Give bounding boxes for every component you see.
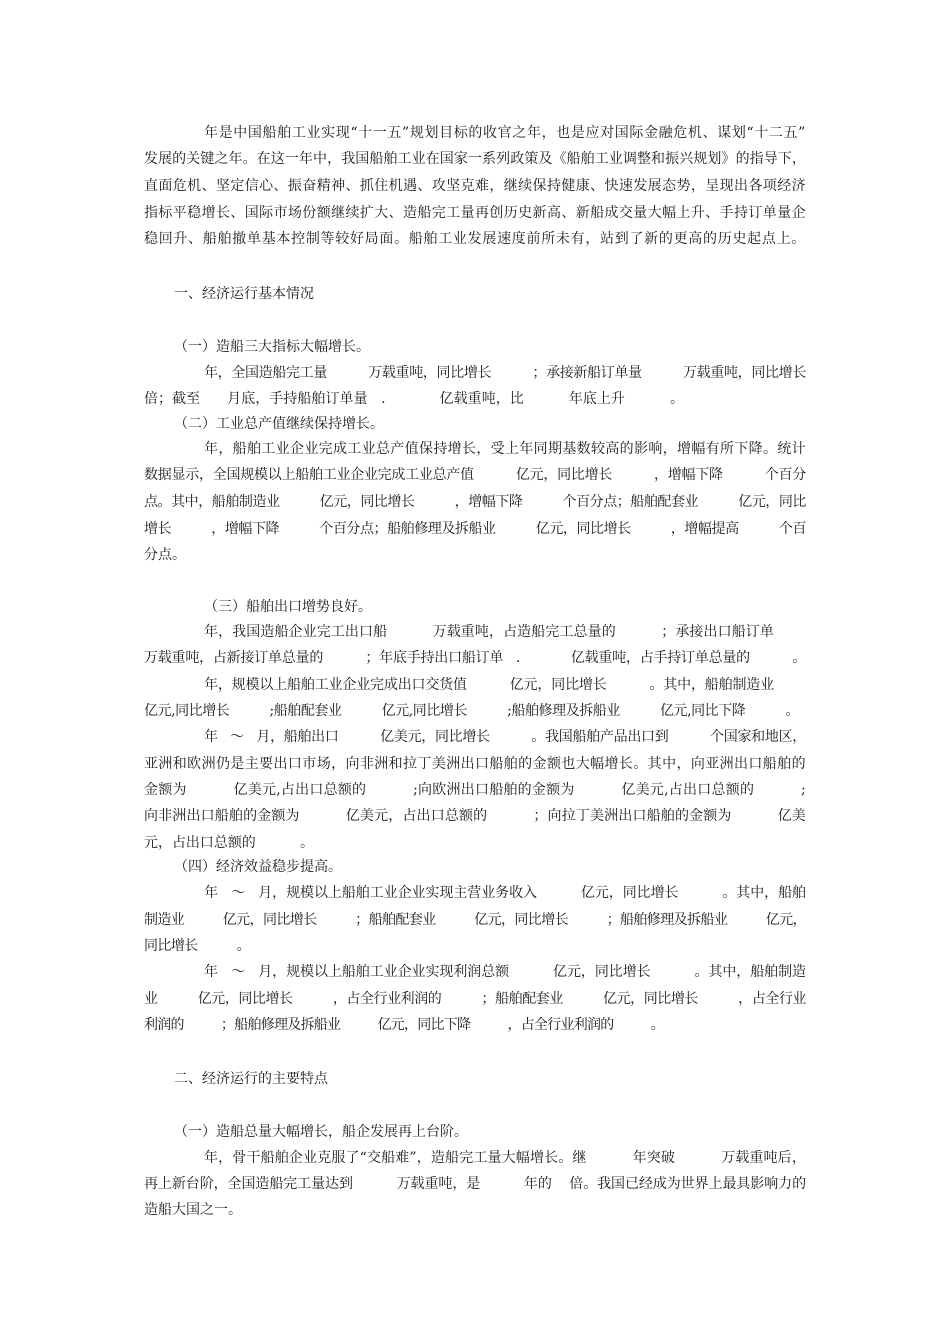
body-line: 倍；截至 月底，手持船舶订单量 . 亿载重吨，比 年底上升 。 [144,391,684,407]
body-line: 再上新台阶，全国造船完工量达到 万载重吨，是 年的 倍。我国已经成为世界上最具影响力的 [144,1176,807,1192]
body-line: 造船大国之一。 [144,1202,242,1218]
body-line: 年 ～ 月，规模以上船舶工业企业实现利润总额 亿元，同比增长 。其中，船舶制造 [204,964,806,980]
body-line: 年，规模以上船舶工业企业完成出口交货值 亿元，同比增长 。其中，船舶制造业 [204,677,774,693]
body-line: 业 亿元，同比增长 ，占全行业利润的 ；船舶配套业 亿元，同比增长 ，占全行业 [144,991,806,1007]
section-heading: 二、经济运行的主要特点 [174,1071,328,1087]
body-line: 年 ～ 月，船舶出口 亿美元，同比增长 。我国船舶产品出口到 个国家和地区， [204,729,806,745]
subsection-title: （二）工业总产值继续保持增长。 [174,416,384,432]
body-line: 金额为 亿美元,占出口总额的 ;向欧洲出口船舶的金额为 亿美元,占出口总额的 ; [144,782,806,798]
intro-line: 指标平稳增长、国际市场份额继续扩大、造船完工量再创历史新高、新船成交量大幅上升、手持订单量企 [144,205,806,221]
intro-line: 发展的关键之年。在这一年中，我国船舶工业在国家一系列政策及《船舶工业调整和振兴规划》的指导下， [144,151,806,167]
body-line: 点。其中，船舶制造业 亿元，同比增长 ，增幅下降 个百分点；船舶配套业 亿元，同比 [144,494,806,510]
subsection-title: （三）船舶出口增势良好。 [204,599,372,615]
body-line: 制造业 亿元，同比增长 ；船舶配套业 亿元，同比增长 ；船舶修理及拆船业 亿元， [144,912,807,928]
subsection-title: （一）造船三大指标大幅增长。 [174,339,370,355]
body-line: 同比增长 。 [144,938,250,954]
body-line: 亚洲和欧洲仍是主要出口市场，向非洲和拉丁美洲出口船舶的金额也大幅增长。其中，向亚洲出口船舶的 [144,756,806,772]
intro-line: 直面危机、坚定信心、振奋精神、抓住机遇、攻坚克难，继续保持健康、快速发展态势，呈现出各项经济 [144,178,806,194]
body-line: 分点。 [144,547,186,563]
body-line: 年 ～ 月，规模以上船舶工业企业实现主营业务收入 亿元，同比增长 。其中，船舶 [204,885,806,901]
body-line: 数据显示，全国规模以上船舶工业企业完成工业总产值 亿元，同比增长 ，增幅下降 个百分 [144,467,806,483]
body-line: 年，我国造船企业完工出口船 万载重吨，占造船完工总量的 ；承接出口船订单 [204,624,774,640]
body-line: 元，占出口总额的 。 [144,835,314,851]
body-line: 万载重吨，占新接订单总量的 ；年底手持出口船订单 . 亿载重吨，占手持订单总量的 。 [144,650,806,666]
body-line: 年，船舶工业企业完成工业总产值保持增长，受上年同期基数较高的影响，增幅有所下降。统计 [204,441,806,457]
subsection-title: （四）经济效益稳步提高。 [174,859,342,875]
intro-line: 稳回升、船舶撤单基本控制等较好局面。船舶工业发展速度前所未有，站到了新的更高的历史起点上。 [144,231,806,247]
body-line: 年，全国造船完工量 万载重吨，同比增长 ；承接新船订单量 万载重吨，同比增长 [204,365,806,381]
subsection-title: （一）造船总量大幅增长，船企发展再上台阶。 [174,1124,468,1140]
section-heading: 一、经济运行基本情况 [174,286,314,302]
intro-line: 年是中国船舶工业实现“十一五”规划目标的收官之年，也是应对国际金融危机、谋划“十二五” [204,125,806,141]
body-line: 向非洲出口船舶的金额为 亿美元，占出口总额的 ；向拉丁美洲出口船舶的金额为 亿美 [144,808,806,824]
body-line: 年，骨干船舶企业克服了“交船难”，造船完工量大幅增长。继 年突破 万载重吨后， [204,1150,806,1166]
body-line: 利润的 ；船舶修理及拆船业 亿元，同比下降 ，占全行业利润的 。 [144,1017,664,1033]
body-line: 增长 ，增幅下降 个百分点；船舶修理及拆船业 亿元，同比增长 ，增幅提高 个百 [144,521,806,537]
body-line: 亿元,同比增长 ;船舶配套业 亿元,同比增长 ;船舶修理及拆船业 亿元,同比下降 。 [144,703,800,719]
